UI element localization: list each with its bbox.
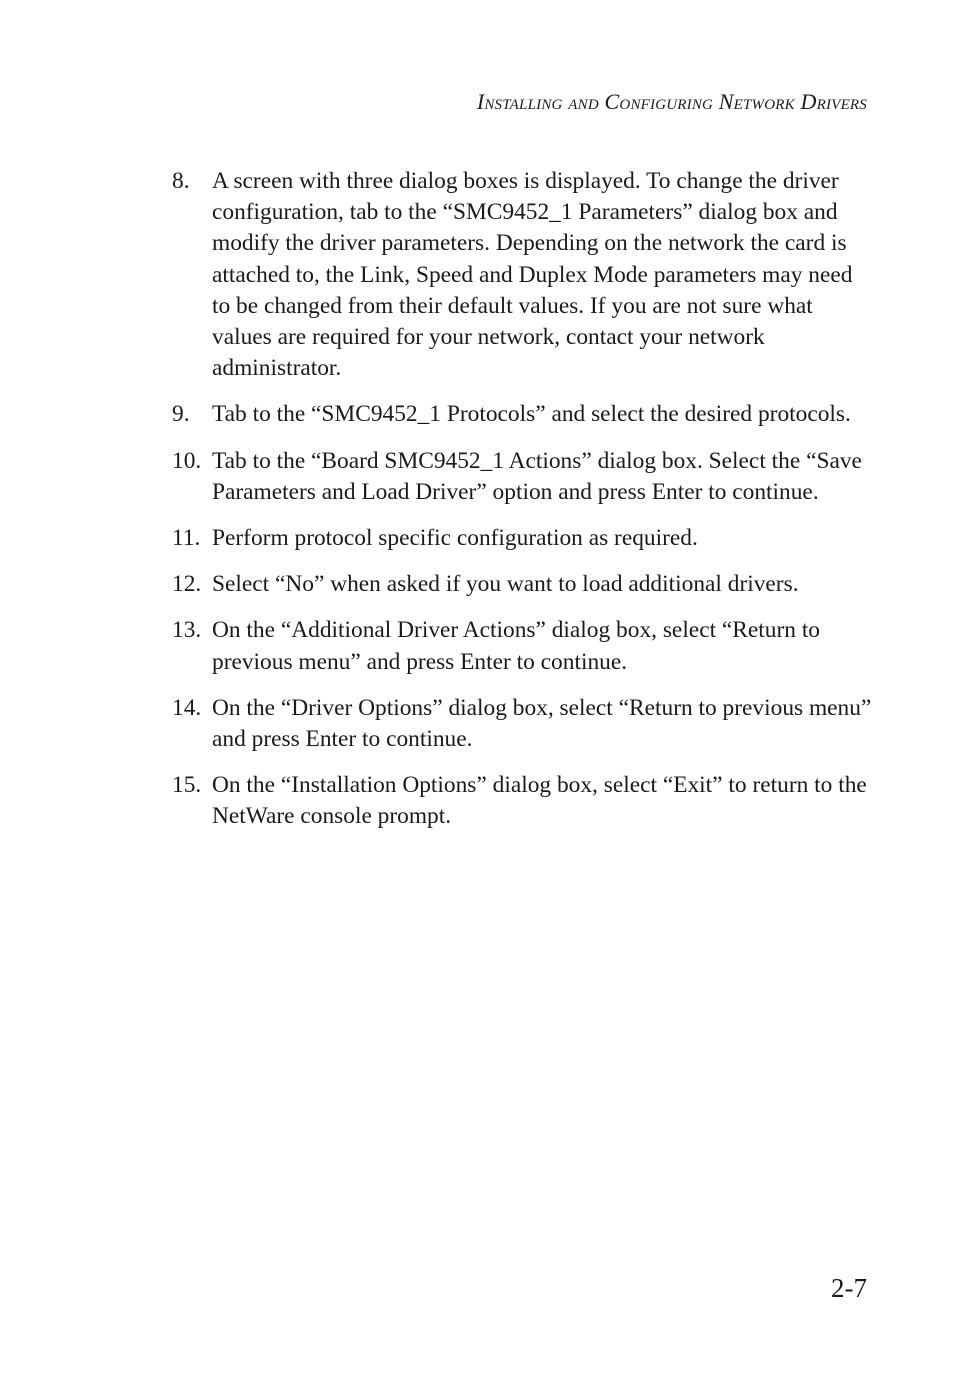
- step-number: 9.: [172, 401, 190, 428]
- step-text: Perform protocol specific configuration as required.: [212, 525, 698, 552]
- instruction-steps-list: [172, 166, 872, 848]
- step-text: On the “Additional Driver Actions” dialog box, select “Return to previous menu” and press Enter to continue.: [212, 617, 821, 675]
- step-number: 13.: [172, 617, 202, 644]
- step-10: [172, 446, 872, 508]
- step-11: [172, 523, 872, 554]
- step-number: 8.: [172, 168, 190, 194]
- running-header: Installing and Configuring Network Drivers: [476, 89, 867, 114]
- step-8: [172, 166, 872, 384]
- step-13: [172, 615, 872, 677]
- step-text: Select “No” when asked if you want to load additional drivers.: [212, 571, 799, 598]
- step-text: Tab to the “SMC9452_1 Protocols” and select the desired protocols.: [212, 401, 851, 428]
- step-text: On the “Installation Options” dialog box, select “Exit” to return to the NetWare console prompt.: [212, 772, 867, 830]
- step-number: 15.: [172, 772, 202, 799]
- step-number: 11.: [172, 525, 201, 552]
- step-number: 12.: [172, 571, 202, 598]
- step-15: [172, 770, 872, 832]
- step-text: On the “Driver Options” dialog box, select “Return to previous menu” and press Enter to continue.: [212, 694, 872, 753]
- step-9: [172, 399, 872, 430]
- step-14: [172, 693, 872, 755]
- step-12: [172, 569, 872, 600]
- step-number: 10.: [172, 447, 202, 474]
- step-number: 14.: [172, 694, 202, 721]
- page-number: 2-7: [831, 1273, 867, 1303]
- step-text: Tab to the “Board SMC9452_1 Actions” dialog box. Select the “Save Parameters and Load Driver” option and press Enter to continue.: [212, 447, 862, 505]
- step-text: A screen with three dialog boxes is displayed. To change the driver configuration, tab to the “SMC9452_1 Parameters” dialog box and modify the driver parameters. Depending on the network the card is attached to, the Link, Speed and Duplex Mode parameters may need to be changed from their default values. If you are not sure what values are required for your network, contact your network administrator.: [212, 168, 853, 382]
